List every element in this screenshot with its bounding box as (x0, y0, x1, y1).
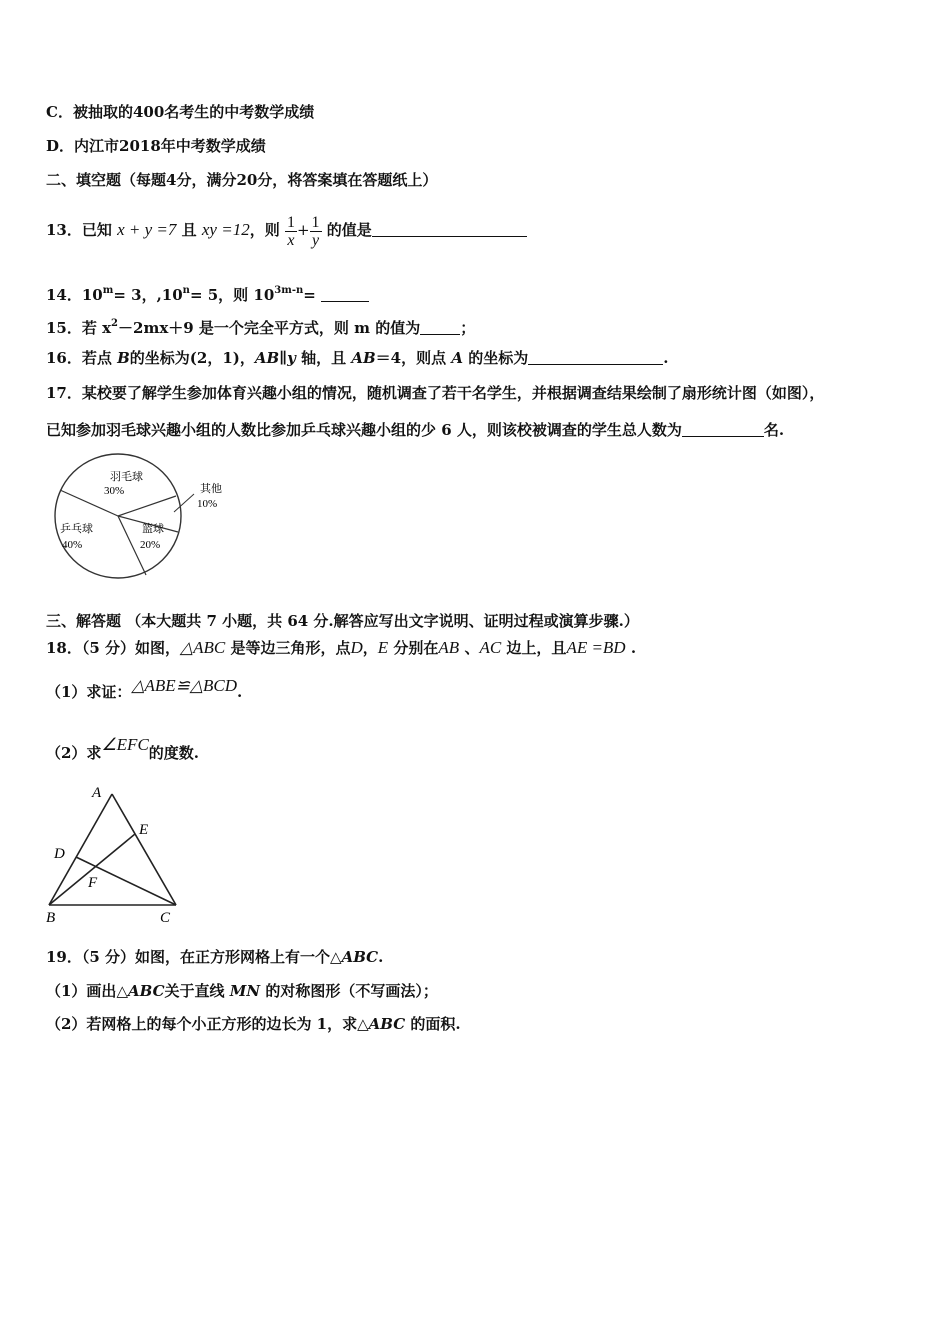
q18-text-1: 18．（5 分）如图， (46, 639, 181, 657)
q17-text: 已知参加羽毛球兴趣小组的人数比参加乒乓球兴趣小组的少 6 人，则该校被调查的学生总人数为 (46, 421, 682, 439)
q18-sub2-label: （2）求 (46, 744, 102, 762)
q14-text-4: = (303, 286, 316, 304)
q18-text-4: 边上，且 (506, 639, 567, 657)
q13-pre: 13．已知 (46, 221, 112, 239)
q16-text-4: ＝4，则点 (375, 349, 447, 367)
q16-text-3: 轴，且 (301, 349, 347, 367)
q15-answer-blank (420, 320, 460, 335)
q13-plus: + (296, 221, 310, 239)
q16-ab: AB (351, 349, 376, 367)
q19-sub1-end: 的对称图形（不写画法）； (265, 982, 438, 1000)
q16-ab-parallel-y: AB∥y (254, 349, 296, 367)
q13-numerator-2: 1 (311, 213, 320, 231)
q16-point-a: A (451, 349, 463, 367)
q18-text-3: 分别在 (393, 639, 439, 657)
q14-exp-3m-n: 3m-n (274, 285, 304, 296)
pie-leader-line (174, 494, 194, 512)
pie-label-basketball-pct: 20% (140, 539, 161, 551)
q15-text-3: ； (460, 319, 476, 337)
q13-fraction-y (310, 214, 322, 249)
q19-sub1-triangle: △ABC (116, 982, 165, 1000)
q18-sub1-end: . (237, 683, 243, 701)
question-19-part-1 (46, 981, 438, 1001)
q19-sub2-triangle: △ABC (357, 1015, 406, 1033)
q18-side-ab: AB (438, 638, 460, 657)
q13-math2: xy =12 (201, 220, 250, 239)
q13-fraction-x (285, 214, 297, 249)
q19-sub2-end: 的面积. (410, 1015, 461, 1033)
pie-label-basketball: 篮球 (142, 523, 164, 535)
question-18: 18．（5 分）如图，△ABC 是等边三角形，点D，E 分别在AB 、AC 边上，且AE =BD . (46, 638, 637, 657)
question-17-line-2 (46, 420, 784, 440)
q13-answer-blank (372, 222, 527, 237)
label-d: D (54, 846, 65, 862)
question-15 (46, 314, 475, 338)
question-13 (46, 210, 527, 250)
pie-label-other: 其他 (200, 483, 222, 495)
q13-after: ，则 (249, 221, 280, 239)
q18-text-5: . (630, 639, 637, 657)
section-2-title: 二、填空题（每题4分，满分20分，将答案填在答题纸上） (46, 171, 438, 189)
q19-sub1-label: （1）画出 (46, 982, 117, 1000)
q16-point-b: B (117, 349, 130, 367)
q18-sub2-end: 的度数. (148, 744, 200, 762)
q16-text-2: 的坐标为(2，1)， (129, 349, 255, 367)
q18-equation: AE =BD (566, 638, 626, 657)
label-a: A (92, 785, 102, 801)
option-d: D．内江市2018年中考数学成绩 (46, 137, 266, 155)
q18-triangle-abc: △ABC (180, 638, 226, 657)
q19-text-2: . (378, 948, 384, 966)
q17-tail: 名. (763, 421, 785, 439)
pie-label-other-pct: 10% (197, 498, 218, 510)
pie-label-badminton: 羽毛球 (110, 471, 143, 483)
q18-text-2: 是等边三角形，点 (230, 639, 351, 657)
q18-sub1-label: （1）求证： (46, 683, 132, 701)
q13-math1: x + y =7 (117, 220, 177, 239)
segment-be (49, 834, 135, 905)
question-19-part-2 (46, 1014, 461, 1034)
q14-exp-n: n (182, 285, 190, 296)
q18-point-d: D (350, 638, 363, 657)
q14-exp-m: m (102, 285, 114, 296)
section-3-title: 三、解答题 （本大题共 7 小题，共 64 分.解答应写出文字说明、证明过程或演算步骤.） (46, 612, 639, 630)
label-e: E (139, 822, 149, 838)
question-18-part-1 (46, 672, 242, 706)
pie-label-pingpong: 乒乓球 (60, 523, 93, 535)
q18-sub2-math: ∠EFC (101, 735, 149, 754)
q19-triangle: △ABC (330, 948, 379, 966)
q19-line-mn: MN (229, 982, 261, 1000)
q18-sep: 、 (464, 639, 480, 657)
q18-point-e: E (377, 638, 389, 657)
q16-text-5: 的坐标为 (468, 349, 529, 367)
label-b: B (46, 910, 56, 926)
question-19 (46, 947, 383, 967)
pie-chart-figure (52, 450, 242, 582)
q18-sub1-math: △ABE≌△BCD (131, 676, 237, 695)
question-17-line-1: 17．某校要了解学生参加体育兴趣小组的情况，随机调查了若干名学生，并根据调查结果绘制了扇形统计图（如图）， (46, 384, 825, 402)
q13-tail: 的值是 (326, 221, 372, 239)
pie-divider-2 (118, 496, 176, 516)
pie-label-badminton-pct: 30% (104, 485, 125, 497)
q13-denominator-x: x (287, 231, 295, 249)
q19-sub1-mid: 关于直线 (164, 982, 225, 1000)
question-14 (46, 281, 369, 305)
q15-text-1: 15．若 x (46, 319, 112, 337)
q13-mid: 且 (181, 221, 197, 239)
q16-text-6: . (663, 349, 669, 367)
q13-denominator-y: y (311, 231, 320, 249)
option-c: C．被抽取的400名考生的中考数学成绩 (46, 103, 315, 121)
question-16 (46, 348, 668, 368)
question-18-part-2 (46, 731, 199, 767)
q16-answer-blank (528, 350, 663, 365)
q14-text-3: = 5，则 10 (189, 286, 275, 304)
q19-sub2-label: （2）若网格上的每个小正方形的边长为 1，求 (46, 1015, 358, 1033)
q17-answer-blank (682, 422, 764, 437)
q14-text-1: 14．10 (46, 286, 103, 304)
side-ac (112, 794, 176, 905)
q19-text-1: 19．（5 分）如图，在正方形网格上有一个 (46, 948, 331, 966)
triangle-figure (40, 780, 190, 928)
q14-text-2: = 3，,10 (113, 286, 183, 304)
q13-numerator-1: 1 (286, 213, 295, 231)
label-c: C (160, 910, 171, 926)
pie-label-pingpong-pct: 40% (62, 539, 83, 551)
q14-answer-blank (321, 287, 369, 302)
q16-text-1: 16．若点 (46, 349, 112, 367)
q15-exp-2: 2 (111, 318, 119, 329)
q18-side-ac: AC (479, 638, 502, 657)
label-f: F (88, 875, 98, 891)
q15-text-2: －2mx＋9 是一个完全平方式，则 m 的值为 (118, 319, 421, 337)
